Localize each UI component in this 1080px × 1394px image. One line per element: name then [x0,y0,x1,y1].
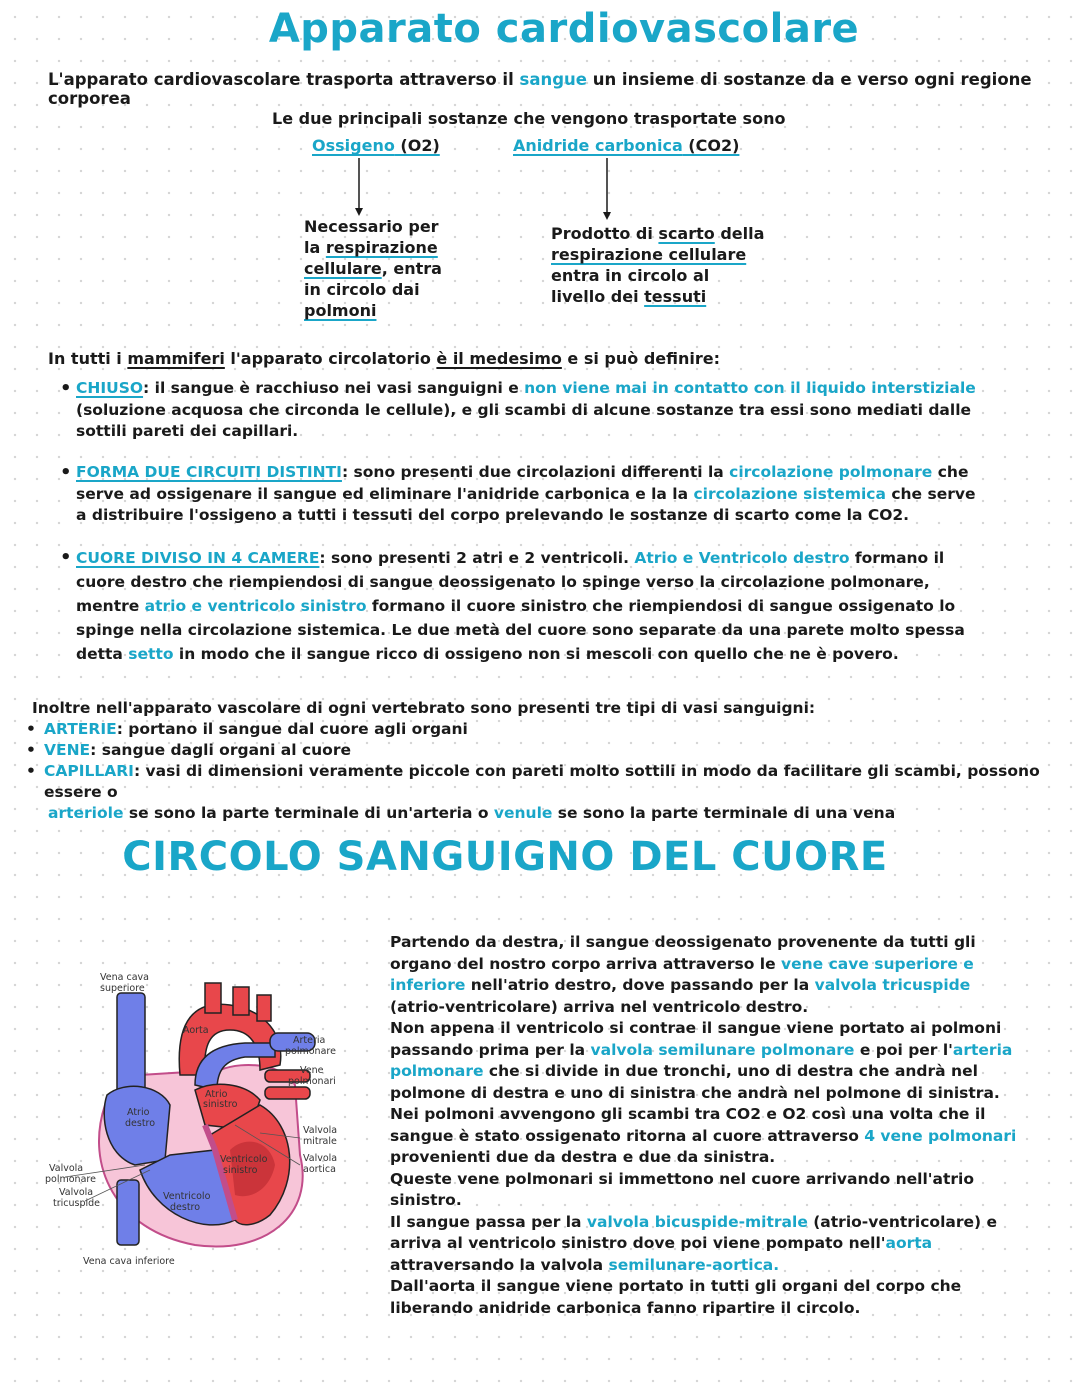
bullet-circuiti-hl1: circolazione polmonare [729,463,933,481]
mammals-a: In tutti i [48,349,128,368]
vessel-arterie [32,719,1052,740]
label-valvola-polm-1: Valvola [49,1163,84,1174]
circolo-p9: Nei polmoni avvengono gli scambi tra CO2 e O2 così una volta che il sangue è stato ossigenato ritorna al cuore attraverso [390,1105,986,1145]
o2-polmoni: polmoni [304,301,377,320]
circolo-p11: Queste vene polmonari si immettono nel cuore arrivando nell'atrio [390,1169,975,1188]
mammals-medesimo: è il medesimo [436,349,562,368]
circolo-p7: e poi per l' [854,1040,953,1059]
circolo-destra: destra [502,933,559,951]
co2-line-1c: della [714,224,765,243]
substances-lead: Le due principali sostanze che vengono trasportate sono [272,109,786,128]
mammals-c: l'apparato circolatorio [224,349,437,368]
intro-a: L'apparato cardiovascolare trasporta attraverso il [48,70,520,89]
co2-line-1a: Prodotto di [551,224,659,243]
label-vena-cava-sup-2: superiore [100,983,145,994]
co2-line-3: entra in circolo al [551,266,710,285]
heart-diagram [45,965,365,1275]
label-aorta: Aorta [183,1025,209,1036]
bullet-camere-e: lo spinge nella circolazione sistemica. Le due metà del cuore sono separate da una parete molto spessa detta [76,597,965,663]
bullet-camere-key: CUORE DIVISO IN 4 CAMERE [76,549,320,567]
vessel-venule: venule [493,804,553,822]
label-atrio-dx-1: Atrio [127,1107,150,1118]
bullet-circuiti-a: : sono presenti due circolazioni differenti la [341,463,730,481]
bullet-camere-b: formano il cuore destro che riempiendosi di sangue [76,549,945,591]
circolo-h7: aorta [885,1234,933,1252]
intro-text [48,70,1058,108]
o2-line-2a: la [304,238,326,257]
circolo-h4: arteria polmonare [390,1040,1013,1080]
oxygen-description [304,216,464,321]
bullet-camere-hl1: Atrio e Ventricolo destro [634,549,850,567]
bullet-camere-d: formano il cuore sinistro che riempiendosi di sangue [366,597,839,615]
circolo-h3: valvola semilunare polmonare [590,1040,855,1059]
co2-tessuti: tessuti [644,287,707,306]
circolo-h5: 4 vene polmonari [864,1126,1017,1145]
o2-line-2 [304,237,464,258]
arrow-down-icon [598,156,618,222]
bullet-chiuso-a: : il sangue è racchiuso nei vasi sanguigni e [143,379,525,397]
vessel-capillari-key: CAPILLARI [44,762,134,780]
bullet-chiuso-hl: non viene mai in contatto con il liquido interstiziale [524,379,976,397]
o2-cellulare: cellulare [304,259,382,278]
bullet-camere-hl2: atrio e ventricolo sinistro [144,597,367,615]
label-arteria-polm-2: polmonare [285,1046,336,1057]
label-valvola-mitrale-2: mitrale [303,1136,337,1147]
label-ventricolo-dx-1: Ventricolo [163,1191,211,1202]
vessel-arteriole: arteriole [48,804,124,822]
bullet-circuiti-c: che serve a distribuire l'ossigeno a tutti i tessuti del corpo prelevando le sostanze di scarto come la CO2. [76,484,976,524]
circolo-p4: nell'atrio destro, dove passando per la [465,976,815,994]
bullet-chiuso-key: CHIUSO [76,379,144,397]
label-vene-polm-2: polmonari [288,1076,336,1087]
label-arteria-polm-1: Arteria [293,1035,326,1046]
vessel-capillari-text: : vasi di dimensioni veramente piccole con pareti molto sottili in modo da facilitare gli scambi, possono essere o [44,762,1040,801]
vessel-arterie-text: : portano il sangue dal cuore agli organi [116,720,468,738]
oxygen-formula: (O2) [394,136,440,155]
circolo-h2: valvola tricuspide [814,976,971,994]
circolo-p12: Il sangue passa per la [390,1212,587,1231]
o2-line-3b: , entra [381,259,442,278]
co2-line-4a: livello dei [551,287,645,306]
label-valvola-aortica-1: Valvola [303,1153,338,1164]
bullet-camere-bold3: non si mescoli [527,645,653,663]
bullet-camere-a: : sono presenti 2 atri e 2 ventricoli. [319,549,635,567]
label-ventricolo-dx-2: destro [170,1202,201,1213]
vessels-section [32,698,1052,824]
label-ventricolo-sx-1: Ventricolo [220,1154,268,1165]
o2-line-4: in circolo dai [304,280,420,299]
circolo-p14: attraversando la valvola [390,1255,609,1274]
label-ventricolo-sx-2: sinistro [223,1165,258,1176]
mammals-sentence [48,349,720,368]
co2-line-1 [551,223,771,244]
bullet-chiuso [60,378,976,443]
o2-line-3 [304,258,464,279]
bullet-chiuso-b: (soluzione acquosa che circonda le cellule), e gli scambi di alcune sostanze tra essi sono mediati dalle sottili pareti dei capillari. [76,400,972,440]
mammals-mammiferi: mammiferi [127,349,225,368]
bullet-camere-f: in modo che il sangue ricco di ossigeno [173,645,528,663]
label-atrio-sx-2: sinistro [203,1099,238,1110]
vessels-lead: Inoltre nell'apparato vascolare di ogni vertebrato sono presenti tre tipi di vasi sanguigni: [32,699,816,717]
co2-line-2 [551,244,771,265]
bullet-camere-c: lo spinge verso la circolazione polmonare, mentre [76,573,930,615]
label-valvola-polm-2: polmonare [45,1174,96,1185]
section-title: CIRCOLO SANGUIGNO DEL CUORE [122,834,888,880]
bullet-camere [60,546,976,666]
circolo-p8: che si divide in due tronchi, uno di destra che andrà nel polmone di destra e uno di sinistra che andrà nel polmone di sinistra. [390,1062,1000,1102]
label-valvola-tric-2: tricuspide [53,1198,101,1209]
oxygen-heading [312,136,440,155]
intro-sangue: sangue [519,70,587,89]
co2-heading [513,136,739,155]
circolo-deossigenato: deossigenato [654,933,772,951]
bullet-camere-hl3: setto [128,645,174,663]
bullet-camere-bold1: deossigenato [438,573,556,591]
bullet-circuiti [60,462,976,527]
circolo-sinistro: sinistro [390,1191,456,1209]
circolo-p15: Dall'aorta il sangue viene portato in tutti gli organi del corpo che liberando anidride carbonica fanno ripartire il circolo. [390,1277,962,1317]
label-vena-cava-inf: Vena cava inferiore [83,1256,175,1267]
circolo-h1: vene cave superiore e inferiore [390,954,974,994]
bullet-camere-bold2: ossigenato [838,597,934,615]
circolo-p10: provenienti due da destra e due da sinistra. [390,1148,776,1166]
circolo-p5: (atrio-ventricolare) arriva nel ventricolo destro. [390,997,809,1016]
page-title: Apparato cardiovascolare [268,6,860,52]
label-valvola-mitrale-1: Valvola [303,1125,338,1136]
circolo-p3: provenente da tutti gli organo del nostro corpo arriva attraverso le [390,933,976,973]
label-vene-polm-1: Vene [300,1065,324,1076]
circolo-p13: (atrio-ventricolare) e arriva al ventricolo sinistro dove poi viene pompato nell' [390,1212,997,1252]
circolo-paragraph [390,932,1030,1319]
circolo-p1: Partendo da [390,933,503,951]
co2-name: Anidride carbonica [513,136,683,155]
bullet-circuiti-hl2: circolazione sistemica [693,484,886,503]
intro-c: un insieme di sostanze da e verso ogni regione corporea [48,70,1032,108]
circolo-p2: , il sangue [558,933,655,951]
label-vena-cava-sup-1: Vena cava [100,972,149,983]
vessel-capillari [32,761,1052,824]
co2-formula: (CO2) [682,136,740,155]
vessel-vene [32,740,1052,761]
vessel-vene-text: : sangue dagli organi al cuore [90,741,351,759]
vessel-cap2: se sono la parte terminale di un'arteria o [123,804,494,822]
oxygen-name: Ossigeno [312,136,395,155]
circolo-h8: semilunare-aortica. [608,1255,780,1274]
co2-line-4 [551,286,771,307]
o2-respirazione: respirazione [325,238,438,257]
circolo-p6: Non appena il ventricolo si contrae il sangue viene portato ai polmoni passando prima per la [390,1019,1002,1059]
label-atrio-sx-1: Atrio [205,1089,228,1100]
label-valvola-aortica-2: aortica [303,1164,336,1175]
vessel-arterie-key: ARTERIE [44,720,117,738]
arrow-down-icon [350,156,370,218]
vessel-cap3: se sono la parte terminale di una vena [552,804,896,822]
co2-respirazione: respirazione cellulare [551,245,747,264]
label-atrio-dx-2: destro [125,1118,156,1129]
vessel-vene-key: VENE [44,741,91,759]
bullet-circuiti-key: FORMA DUE CIRCUITI DISTINTI [76,463,342,481]
co2-description [551,223,771,307]
o2-line-5 [304,300,464,321]
bullet-camere-g: con quello che ne è povero. [652,645,899,663]
o2-line-1: Necessario per [304,217,439,236]
co2-scarto: scarto [658,224,715,243]
mammals-e: e si può definire: [561,349,721,368]
bullet-circuiti-b: che serve ad ossigenare il sangue ed eliminare l'anidride carbonica e la la [76,463,969,503]
circolo-h6: valvola bicuspide-mitrale [586,1212,808,1231]
circolo-p11c: . [455,1191,462,1209]
label-valvola-tric-1: Valvola [59,1187,94,1198]
